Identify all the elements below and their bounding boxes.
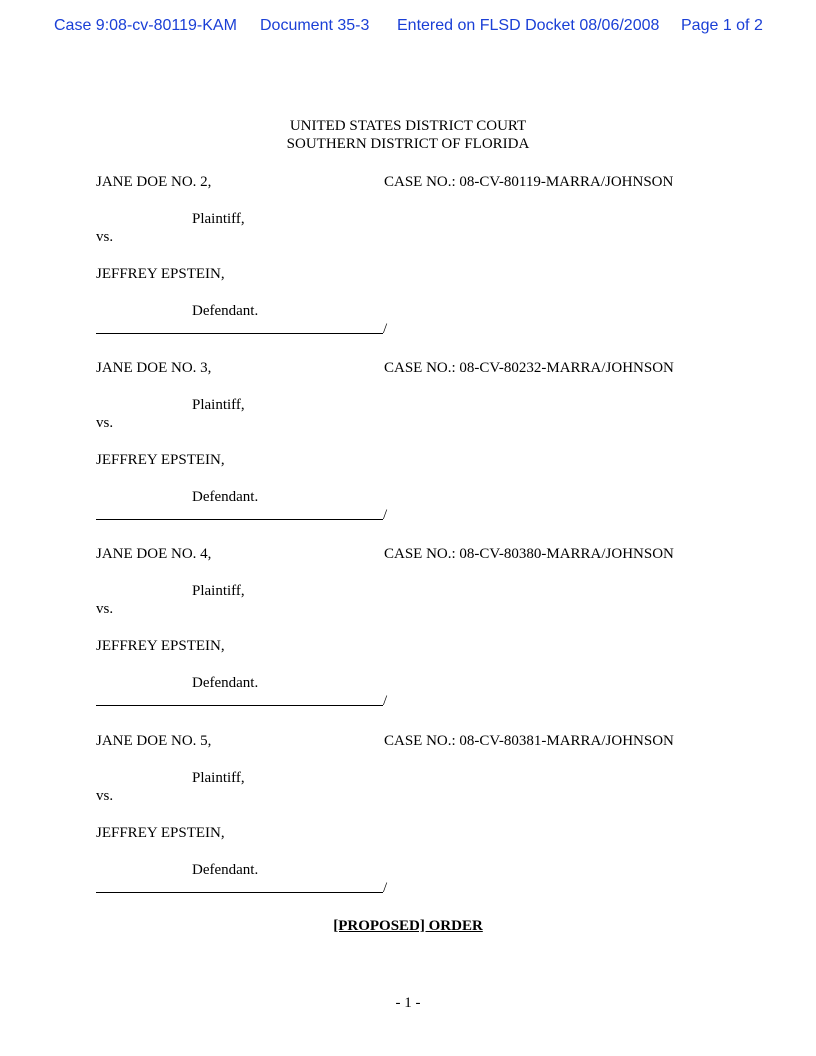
plaintiff-name: JANE DOE NO. 2,: [96, 174, 212, 190]
stamp-document-number: Document 35-3: [260, 17, 370, 34]
caption-rule: [96, 892, 383, 893]
caption-rule: [96, 333, 383, 334]
defendant-role: Defendant.: [192, 862, 259, 878]
caption-slash: /: [383, 880, 388, 896]
plaintiff-name: JANE DOE NO. 4,: [96, 546, 212, 562]
plaintiff-role: Plaintiff,: [192, 583, 245, 599]
stamp-page-count: Page 1 of 2: [681, 17, 763, 34]
defendant-name: JEFFREY EPSTEIN,: [96, 452, 225, 468]
defendant-role: Defendant.: [192, 675, 259, 691]
case-caption-4: [0, 732, 816, 902]
defendant-name: JEFFREY EPSTEIN,: [96, 638, 225, 654]
docket-stamp: [0, 17, 816, 39]
caption-slash: /: [383, 507, 388, 523]
caption-slash: /: [383, 693, 388, 709]
case-number: CASE NO.: 08-CV-80119-MARRA/JOHNSON: [384, 174, 674, 190]
plaintiff-role: Plaintiff,: [192, 770, 245, 786]
court-district: SOUTHERN DISTRICT OF FLORIDA: [286, 136, 530, 152]
case-caption-3: [0, 545, 816, 715]
court-heading: [0, 117, 816, 153]
plaintiff-name: JANE DOE NO. 3,: [96, 360, 212, 376]
case-number: CASE NO.: 08-CV-80381-MARRA/JOHNSON: [384, 733, 674, 749]
versus-label: vs.: [96, 788, 114, 804]
versus-label: vs.: [96, 415, 114, 431]
case-number: CASE NO.: 08-CV-80232-MARRA/JOHNSON: [384, 360, 674, 376]
plaintiff-role: Plaintiff,: [192, 211, 245, 227]
defendant-role: Defendant.: [192, 489, 259, 505]
plaintiff-name: JANE DOE NO. 5,: [96, 733, 212, 749]
caption-slash: /: [383, 321, 388, 337]
defendant-role: Defendant.: [192, 303, 259, 319]
case-caption-1: [0, 173, 816, 343]
versus-label: vs.: [96, 229, 114, 245]
plaintiff-role: Plaintiff,: [192, 397, 245, 413]
versus-label: vs.: [96, 601, 114, 617]
court-name: UNITED STATES DISTRICT COURT: [289, 118, 527, 134]
stamp-entered-date: Entered on FLSD Docket 08/06/2008: [397, 17, 660, 34]
defendant-name: JEFFREY EPSTEIN,: [96, 825, 225, 841]
defendant-name: JEFFREY EPSTEIN,: [96, 266, 225, 282]
order-title: [PROPOSED] ORDER: [333, 918, 483, 934]
page-number: - 1 -: [395, 995, 421, 1011]
caption-rule: [96, 705, 383, 706]
caption-rule: [96, 519, 383, 520]
case-caption-2: [0, 359, 816, 529]
stamp-case-number: Case 9:08-cv-80119-KAM: [54, 17, 237, 34]
case-number: CASE NO.: 08-CV-80380-MARRA/JOHNSON: [384, 546, 674, 562]
